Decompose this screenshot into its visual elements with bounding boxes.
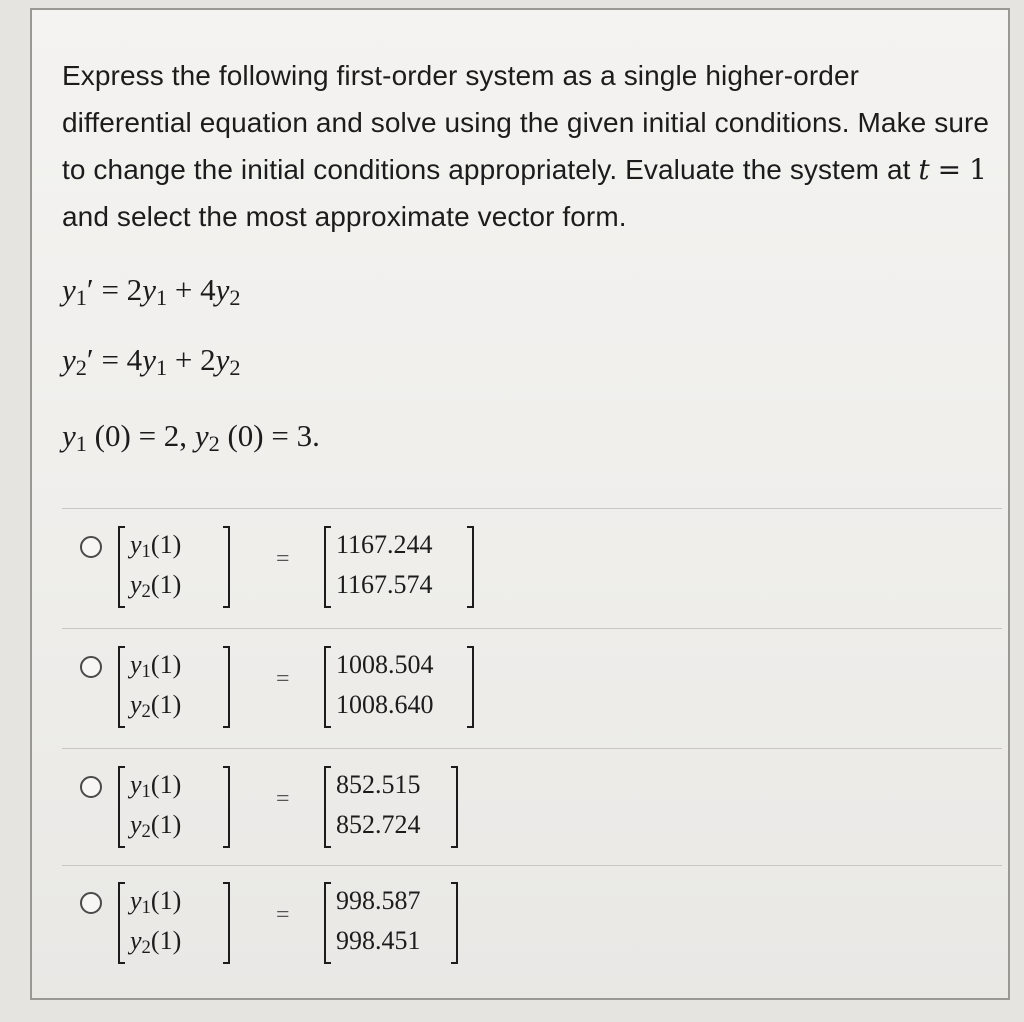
equals-sign: = [276, 786, 290, 812]
vector-value-bottom: 1167.574 [336, 570, 433, 599]
answer-option-1[interactable]: $y_1(1)$ $y_2(1)$ = 1167.244 1167.574 [80, 520, 580, 620]
equals-symbol: = [937, 153, 962, 186]
question-text [62, 52, 992, 240]
equals-sign: = [276, 902, 290, 928]
equation-2: $y_2' = 4y_1 + 2y_2$ [62, 342, 241, 380]
t-symbol: t [918, 153, 930, 186]
equals-sign: = [276, 546, 290, 572]
divider [62, 628, 1002, 629]
vector-value-top: 852.515 [336, 770, 421, 799]
answer-option-4[interactable]: $y_1(1)$ $y_2(1)$ = 998.587 998.451 [80, 876, 580, 976]
radio-button[interactable] [80, 656, 102, 678]
vector-value-bottom: 852.724 [336, 810, 421, 839]
radio-button[interactable] [80, 892, 102, 914]
equals-sign: = [276, 666, 290, 692]
divider [62, 508, 1002, 509]
vector-value-top: 1008.504 [336, 650, 434, 679]
equation-1: $y_1' = 2y_1 + 4y_2$ [62, 272, 241, 310]
question-text-main: Express the following first-order system as a single higher-order differential equation and solve using the given initial conditions. Make sure to change the initial conditions appropriately. Evaluate the system at [62, 60, 990, 185]
divider [62, 865, 1002, 866]
radio-button[interactable] [80, 536, 102, 558]
question-text-end: and select the most approximate vector form. [62, 201, 627, 232]
radio-button[interactable] [80, 776, 102, 798]
vector-value-bottom: 1008.640 [336, 690, 434, 719]
t-value: 1 [969, 153, 988, 186]
divider [62, 748, 1002, 749]
question-card [30, 8, 1010, 1000]
vector-value-top: 1167.244 [336, 530, 433, 559]
initial-conditions: $y_1$ (0) = 2, $y_2$ (0) = 3. [62, 418, 320, 456]
answer-option-3[interactable]: $y_1(1)$ $y_2(1)$ = 852.515 852.724 [80, 760, 580, 860]
vector-value-top: 998.587 [336, 886, 421, 915]
answer-option-2[interactable]: $y_1(1)$ $y_2(1)$ = 1008.504 1008.640 [80, 640, 580, 740]
vector-value-bottom: 998.451 [336, 926, 421, 955]
